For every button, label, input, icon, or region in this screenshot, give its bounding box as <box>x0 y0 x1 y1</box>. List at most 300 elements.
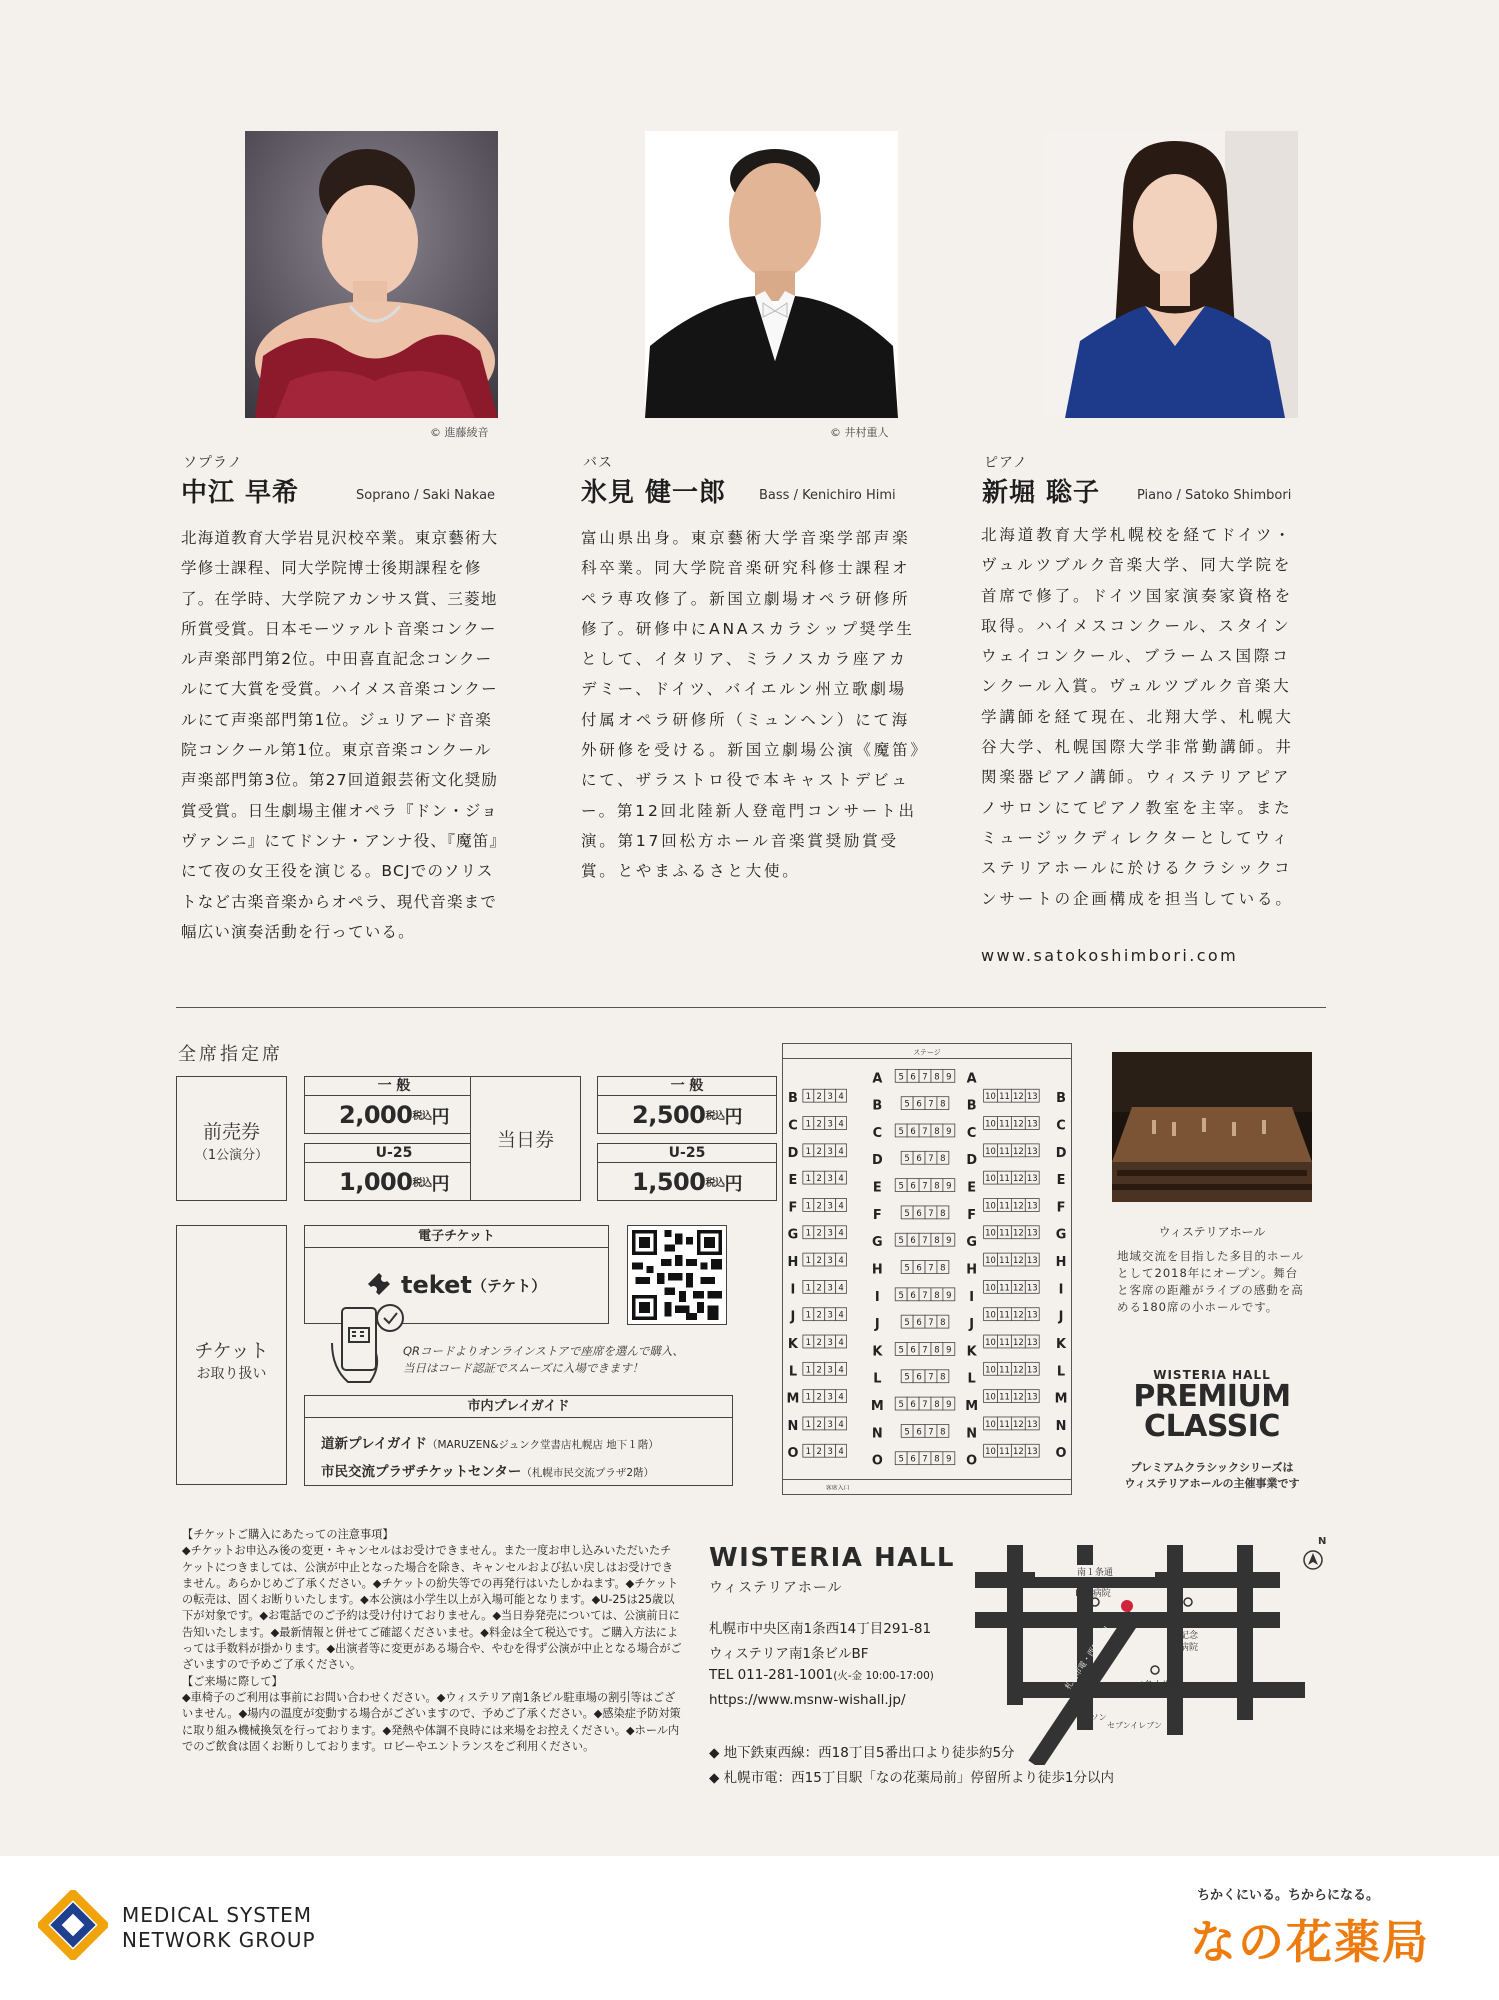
seat-number: 7 <box>922 1235 928 1246</box>
playguide-head: 市内プレイガイド <box>304 1395 733 1417</box>
seat-number: 1 <box>805 1309 812 1320</box>
row-label: B <box>872 1098 883 1114</box>
advance-sub: （1公演分） <box>194 1148 269 1163</box>
row-label: F <box>967 1207 977 1223</box>
seat-number: 10 <box>985 1091 996 1102</box>
bass-name-en: Bass / Kenichiro Himi <box>759 488 896 503</box>
seat-number: 4 <box>838 1282 844 1293</box>
seat-number: 4 <box>838 1173 844 1184</box>
seat-number: 6 <box>910 1235 916 1246</box>
seat-number: 10 <box>985 1418 996 1429</box>
seat-number: 5 <box>904 1153 910 1164</box>
map-lawson: ローソン <box>1075 1713 1107 1722</box>
seat-number: 5 <box>898 1071 904 1082</box>
seat-number: 2 <box>816 1091 822 1102</box>
msn-line-1: MEDICAL SYSTEM <box>122 1903 313 1927</box>
seat-number: 13 <box>1026 1336 1038 1347</box>
tax-label: 税込 <box>705 1111 725 1122</box>
seat-number: 6 <box>910 1071 916 1082</box>
seat-number: 5 <box>904 1207 910 1218</box>
row-label: B <box>788 1091 798 1107</box>
row-label: K <box>872 1344 883 1360</box>
row-label: F <box>788 1200 798 1216</box>
yen-unit: 円 <box>724 1107 742 1128</box>
advance-u25-head: U-25 <box>305 1144 483 1163</box>
piano-bio: 北海道教育大学札幌校を経てドイツ・ヴュルツブルク音楽大学、同大学院を首席で修了。ドイツ国家演奏家資格を取得。ハイメスコンクール、スタインウェイコンクール、ブラームス国際コンクール入賞。ヴュルツブルク音楽大学講師を経て現在、北翔大学、札幌大谷大学、札幌国際大学非常勤講師。井関楽器ピアノ講師。ウィステリアピアノサロンにてピアノ教室を主宰。またミュージックディレクターとしてウィステリアホールに於けるクラシックコンサートの企画構成を担当している。 <box>981 526 1294 908</box>
stage-label: ステージ <box>913 1048 941 1057</box>
seat-number: 10 <box>985 1391 996 1402</box>
seat-number: 4 <box>838 1200 844 1211</box>
row-label: K <box>966 1344 977 1360</box>
seat-number: 7 <box>922 1071 928 1082</box>
seat-number: 8 <box>934 1289 940 1300</box>
hall-address-2: ウィステリア南1条ビルBF <box>709 1646 869 1662</box>
row-label: E <box>788 1173 798 1189</box>
seat-number: 11 <box>999 1173 1010 1184</box>
seat-number: 6 <box>916 1153 922 1164</box>
seat-number: 10 <box>985 1364 996 1375</box>
ticket-notice <box>182 1527 682 1755</box>
seat-number: 7 <box>922 1180 928 1191</box>
seat-number: 10 <box>985 1336 996 1347</box>
bass-bio: 富山県出身。東京藝術大学音楽学部声楽科卒業。同大学院音楽研究科修士課程オペラ専攻修了。新国立劇場オペラ研修所修了。研修中にANAスカラシップ奨学生として、イタリア、ミラノスカラ座アカデミー、ドイツ、バイエルン州立歌劇場付属オペラ研修所（ミュンヘン）にて海外研修を受ける。新国立劇場公演《魔笛》にて、ザラストロ役で本キャストデビュー。第12回北陸新人登竜門コンサート出演。第17回松方ホール音楽賞奨励賞受賞。とやまふるさと大使。 <box>581 529 921 881</box>
seat-number: 4 <box>838 1145 844 1156</box>
seat-number: 1 <box>805 1336 812 1347</box>
seat-number: 7 <box>928 1153 934 1164</box>
msn-line-2: NETWORK GROUP <box>122 1928 316 1952</box>
advance-general-price: 2,000 <box>339 1101 413 1129</box>
seat-number: 9 <box>946 1125 952 1136</box>
row-label: L <box>967 1371 976 1387</box>
door-u25-price-box <box>597 1143 777 1201</box>
seat-number: 5 <box>898 1453 904 1464</box>
row-label: M <box>870 1399 884 1415</box>
seat-number: 5 <box>898 1180 904 1191</box>
seat-number: 9 <box>946 1071 952 1082</box>
hall-location-marker <box>1121 1600 1133 1612</box>
row-label: G <box>966 1235 977 1251</box>
seat-number: 3 <box>827 1227 833 1238</box>
nanohana-logo: なの花薬局 <box>1190 1915 1430 1969</box>
seat-number: 11 <box>999 1309 1010 1320</box>
seat-number: 7 <box>922 1125 928 1136</box>
seat-number: 7 <box>928 1371 934 1382</box>
seat-number: 10 <box>985 1173 996 1184</box>
eticket-head: 電子チケット <box>304 1225 609 1247</box>
smartphone-icon <box>330 1298 410 1386</box>
row-label: C <box>788 1118 798 1134</box>
seat-number: 4 <box>838 1118 844 1129</box>
seat-number: 12 <box>1012 1118 1024 1129</box>
section-divider <box>176 1007 1326 1008</box>
row-label: H <box>966 1262 978 1278</box>
seat-number: 6 <box>910 1289 916 1300</box>
seat-number: 1 <box>805 1391 812 1402</box>
seat-number: 4 <box>838 1418 844 1429</box>
seat-number: 8 <box>940 1262 946 1273</box>
seat-number: 12 <box>1012 1091 1024 1102</box>
row-label: L <box>1056 1364 1066 1380</box>
premium-big1: PREMIUM <box>1133 1379 1291 1414</box>
seat-number: 9 <box>946 1289 952 1300</box>
seat-number: 10 <box>985 1282 996 1293</box>
seat-number: 3 <box>827 1118 833 1129</box>
seat-number: 5 <box>898 1344 904 1355</box>
seat-number: 1 <box>805 1118 812 1129</box>
seat-number: 4 <box>838 1391 844 1402</box>
row-label: M <box>965 1399 979 1415</box>
seat-number: 12 <box>1012 1364 1024 1375</box>
map-north-label: N <box>1318 1536 1327 1547</box>
seat-number: 7 <box>922 1453 928 1464</box>
seat-number: 4 <box>838 1255 844 1266</box>
door-u25-price: 1,500 <box>632 1168 706 1196</box>
seat-number: 5 <box>904 1098 910 1109</box>
piano-name-en: Piano / Satoko Shimbori <box>1137 488 1292 503</box>
row-label: N <box>1055 1418 1067 1434</box>
seat-number: 6 <box>916 1262 922 1273</box>
seat-number: 13 <box>1026 1446 1038 1457</box>
seat-number: 12 <box>1012 1418 1024 1429</box>
seat-number: 7 <box>928 1262 934 1273</box>
seat-number: 1 <box>805 1227 812 1238</box>
footer-tagline: ちかくにいる。ちからになる。 <box>1197 1888 1380 1903</box>
premium-note-2: ウィステリアホールの主催事業です <box>1124 1477 1300 1490</box>
seat-number: 13 <box>1026 1145 1038 1156</box>
seat-number: 3 <box>827 1282 833 1293</box>
seat-number: 8 <box>940 1371 946 1382</box>
row-label: O <box>1055 1446 1067 1462</box>
seat-number: 10 <box>985 1255 996 1266</box>
seat-number: 6 <box>910 1399 916 1410</box>
seat-number: 12 <box>1012 1391 1024 1402</box>
seat-number: 8 <box>940 1153 946 1164</box>
seat-number: 13 <box>1026 1364 1038 1375</box>
seat-number: 2 <box>816 1118 822 1129</box>
hall-name: WISTERIA HALL <box>709 1543 955 1573</box>
seat-number: 2 <box>816 1282 822 1293</box>
seat-number: 10 <box>985 1227 996 1238</box>
seat-number: 6 <box>916 1371 922 1382</box>
map-nakamura-3: 病院 <box>1179 1643 1199 1653</box>
seat-number: 3 <box>827 1446 833 1457</box>
seat-number: 11 <box>999 1364 1010 1375</box>
row-label: A <box>966 1071 977 1087</box>
seat-number: 12 <box>1012 1282 1024 1293</box>
seat-number: 3 <box>827 1145 833 1156</box>
seat-number: 8 <box>934 1399 940 1410</box>
seat-number: 11 <box>999 1446 1010 1457</box>
seat-number: 13 <box>1026 1227 1038 1238</box>
seat-number: 6 <box>910 1125 916 1136</box>
seat-number: 8 <box>940 1098 946 1109</box>
row-label: I <box>969 1289 975 1305</box>
row-label: J <box>1058 1309 1064 1325</box>
bass-role: バス <box>583 455 613 471</box>
row-label: K <box>1056 1336 1067 1352</box>
advance-u25-price: 1,000 <box>339 1168 413 1196</box>
seat-number: 3 <box>827 1173 833 1184</box>
row-label: E <box>872 1180 882 1196</box>
bass-photo <box>645 131 898 418</box>
seat-number: 4 <box>838 1091 844 1102</box>
seat-number: 3 <box>827 1255 833 1266</box>
seat-number: 3 <box>827 1336 833 1347</box>
soprano-name-en: Soprano / Saki Nakae <box>356 488 496 503</box>
seat-number: 7 <box>922 1344 928 1355</box>
piano-website-link[interactable]: www.satokoshimbori.com <box>981 946 1239 965</box>
piano-name: 新堀 聡子 <box>982 478 1101 508</box>
seat-number: 8 <box>934 1344 940 1355</box>
teket-kana: （テケト） <box>471 1276 547 1295</box>
hall-photo-desc: 地域交流を目指した多目的ホールとして2018年にオープン。舞台と客席の距離がライブの感動を高める180席の小ホールです。 <box>1117 1249 1305 1314</box>
map-tram-label: 札幌市電・西15丁目 <box>1063 1624 1113 1692</box>
playguide-2: 市民交流プラザチケットセンター <box>321 1464 522 1480</box>
row-label: J <box>874 1317 880 1333</box>
row-label: N <box>966 1426 978 1442</box>
seat-number: 12 <box>1012 1200 1024 1211</box>
seat-number: 13 <box>1026 1282 1038 1293</box>
row-label: O <box>966 1453 978 1469</box>
row-label: G <box>872 1235 883 1251</box>
seat-number: 8 <box>934 1235 940 1246</box>
seat-number: 3 <box>827 1418 833 1429</box>
seat-number: 1 <box>805 1446 812 1457</box>
door-u25-head: U-25 <box>598 1144 776 1163</box>
access-tram: ◆ 札幌市電：西15丁目駅「なの花薬局前」停留所より徒歩1分以内 <box>709 1770 1114 1786</box>
row-label: H <box>871 1262 883 1278</box>
seat-number: 2 <box>816 1227 822 1238</box>
seat-number: 1 <box>805 1255 812 1266</box>
seat-number: 12 <box>1012 1145 1024 1156</box>
playguide-2-note: （札幌市民交流プラザ2階） <box>521 1467 655 1479</box>
map-school: 二条小学校 <box>1135 1681 1181 1691</box>
seat-number: 1 <box>805 1091 812 1102</box>
map-ntt: NTT病院 <box>1075 1589 1111 1599</box>
seat-number: 12 <box>1012 1309 1024 1320</box>
seat-number: 8 <box>940 1207 946 1218</box>
seat-number: 7 <box>922 1399 928 1410</box>
door-label: 当日券 <box>496 1129 554 1151</box>
seat-number: 5 <box>904 1317 910 1328</box>
seat-number: 2 <box>816 1336 822 1347</box>
seat-number: 4 <box>838 1227 844 1238</box>
footer <box>0 1856 1499 2000</box>
seat-number: 7 <box>928 1098 934 1109</box>
seat-number: 4 <box>838 1309 844 1320</box>
seat-number: 3 <box>827 1200 833 1211</box>
seat-number: 3 <box>827 1364 833 1375</box>
seat-number: 11 <box>999 1418 1010 1429</box>
hall-address-1: 札幌市中央区南1条西14丁目291-81 <box>709 1621 932 1637</box>
hall-photo-caption: ウィステリアホール <box>1158 1225 1266 1239</box>
teket-brand: teket <box>401 1271 472 1299</box>
hall-tel-hours: (火-金 10:00-17:00) <box>833 1670 934 1682</box>
seat-number: 6 <box>916 1207 922 1218</box>
seat-number: 9 <box>946 1344 952 1355</box>
row-label: A <box>872 1071 883 1087</box>
seat-number: 2 <box>816 1200 822 1211</box>
seating-title: 全席指定席 <box>178 1044 283 1065</box>
seat-number: 11 <box>999 1200 1010 1211</box>
access-map-svg <box>975 1530 1330 1765</box>
row-label: O <box>871 1453 883 1469</box>
hall-name-jp: ウィステリアホール <box>709 1580 843 1596</box>
seat-number: 2 <box>816 1145 822 1156</box>
tax-label: 税込 <box>412 1178 432 1189</box>
advance-label: 前売券 <box>202 1121 260 1143</box>
seat-number: 3 <box>827 1391 833 1402</box>
seat-number: 1 <box>805 1418 812 1429</box>
seat-number: 13 <box>1026 1200 1038 1211</box>
row-label: H <box>787 1255 799 1271</box>
ticket-icon <box>365 1270 395 1300</box>
handling-label-box <box>176 1225 287 1485</box>
qr-code[interactable] <box>627 1225 727 1325</box>
soprano-photo-credit: © 進藤綾音 <box>430 426 489 439</box>
seat-number: 5 <box>904 1426 910 1437</box>
seat-number: 11 <box>999 1282 1010 1293</box>
seat-number: 9 <box>946 1453 952 1464</box>
access-map <box>975 1530 1330 1765</box>
row-label: I <box>790 1282 796 1298</box>
tax-label: 税込 <box>705 1178 725 1189</box>
seat-number: 9 <box>946 1399 952 1410</box>
notice-head-1: 【チケットご購入にあたっての注意事項】 <box>182 1528 394 1541</box>
hall-photo <box>1112 1052 1312 1202</box>
seat-number: 6 <box>910 1453 916 1464</box>
seat-number: 1 <box>805 1200 812 1211</box>
piano-role: ピアノ <box>984 455 1028 471</box>
seat-number: 2 <box>816 1173 822 1184</box>
row-label: O <box>787 1446 799 1462</box>
msn-logo-icon <box>38 1890 108 1960</box>
seat-number: 11 <box>999 1391 1010 1402</box>
hall-tel[interactable]: TEL 011-281-1001 <box>709 1667 834 1683</box>
seat-number: 9 <box>946 1180 952 1191</box>
seat-number: 6 <box>916 1098 922 1109</box>
row-label: M <box>1054 1391 1068 1407</box>
seat-number: 8 <box>940 1426 946 1437</box>
seat-number: 7 <box>928 1317 934 1328</box>
seat-number: 4 <box>838 1364 844 1375</box>
door-general-head: 一 般 <box>598 1077 776 1096</box>
seat-number: 13 <box>1026 1173 1038 1184</box>
seat-number: 11 <box>999 1091 1010 1102</box>
notice-body-1: ◆チケットお申込み後の変更・キャンセルはお受けできません。また一度お申し込みいただいたチケットにつきましては、公演が中止となった場合を除き、キャンセルおよび払い戻しはお受けできません。あらかじめご了承ください。◆チケットの紛失等での再発行はいたしかねます。◆チケットの転売は、固くお断りいたします。◆本公演は小学生以上が入場可能となります。◆U-25は25歳以下が対象です。◆お電話でのご予約は受け付けておりません。◆当日券発売については、公演前日に告知いたします。◆最新情報と併せてご確認くださいませ。◆料金は全て税込です。ご購入方法によっては手数料が掛かります。◆出演者等に変更がある場合や、やむを得ず公演が中止となる場合がございますので予めご了承ください。 <box>182 1544 682 1672</box>
seat-number: 2 <box>816 1391 822 1402</box>
row-label: I <box>1058 1282 1064 1298</box>
piano-photo <box>1045 131 1298 418</box>
seat-number: 7 <box>922 1289 928 1300</box>
soprano-photo <box>245 131 498 418</box>
seat-number: 10 <box>985 1446 996 1457</box>
seat-number: 11 <box>999 1255 1010 1266</box>
seat-number: 8 <box>934 1071 940 1082</box>
door-general-price-box <box>597 1076 777 1134</box>
notice-head-2: 【ご来場に際して】 <box>182 1674 283 1688</box>
map-street: 南１条通 <box>1076 1568 1114 1578</box>
seat-number: 7 <box>928 1426 934 1437</box>
row-label: J <box>969 1317 975 1333</box>
premium-small: WISTERIA HALL <box>1153 1368 1271 1382</box>
soprano-bio: 北海道教育大学岩見沢校卒業。東京藝術大学修士課程、同大学院博士後期課程を修了。在学時、大学院アカンサス賞、三菱地所賞受賞。日本モーツァルト音楽コンクール声楽部門第2位。中田喜直記念コンクールにて大賞を受賞。ハイメス音楽コンクールにて声楽部門第1位。ジュリアード音楽院コンクール第1位。東京音楽コンクール声楽部門第3位。第27回道銀芸術文化奨励賞受賞。日生劇場主催オペラ『ドン・ジョヴァンニ』にてドンナ・アンナ役、『魔笛』にて夜の女王役を演じる。BCJでのソリストなど古楽音楽からオペラ、現代音楽まで幅広い演奏活動を行っている。 <box>181 529 507 941</box>
seat-number: 12 <box>1012 1227 1024 1238</box>
row-label: G <box>787 1227 799 1243</box>
qr-code-icon <box>632 1230 722 1320</box>
bass-photo-credit: © 井村重人 <box>830 426 889 439</box>
playguide-box <box>304 1417 733 1486</box>
row-label: C <box>1056 1118 1066 1134</box>
seat-number: 11 <box>999 1336 1010 1347</box>
soprano-name: 中江 早希 <box>181 478 300 508</box>
handling-sub: お取り扱い <box>196 1366 267 1382</box>
seat-number: 11 <box>999 1118 1010 1129</box>
seat-number: 13 <box>1026 1309 1038 1320</box>
seat-number: 13 <box>1026 1118 1038 1129</box>
seat-number: 6 <box>916 1426 922 1437</box>
seat-number: 10 <box>985 1309 996 1320</box>
seat-number: 2 <box>816 1255 822 1266</box>
map-seven: セブンイレブン <box>1107 1721 1162 1730</box>
yen-unit: 円 <box>431 1107 449 1128</box>
row-label: C <box>872 1125 883 1141</box>
map-nakamura-1: 中村 <box>1179 1619 1199 1629</box>
row-label: J <box>790 1309 796 1325</box>
premium-big2: CLASSIC <box>1144 1409 1280 1444</box>
seat-number: 2 <box>816 1364 822 1375</box>
seat-number: 11 <box>999 1145 1010 1156</box>
yen-unit: 円 <box>431 1174 449 1195</box>
seat-number: 2 <box>816 1309 822 1320</box>
row-label: L <box>788 1364 798 1380</box>
seat-number: 1 <box>805 1364 812 1375</box>
seat-number: 12 <box>1012 1446 1024 1457</box>
seat-number: 1 <box>805 1173 812 1184</box>
seat-number: 2 <box>816 1418 822 1429</box>
row-label: I <box>874 1289 880 1305</box>
row-label: D <box>966 1153 978 1169</box>
row-label: E <box>1056 1173 1066 1189</box>
seat-number: 5 <box>904 1371 910 1382</box>
seat-number: 5 <box>904 1262 910 1273</box>
seat-number: 9 <box>946 1235 952 1246</box>
playguide-1-note: （MARUZEN&ジュンク堂書店札幌店 地下１階） <box>426 1439 659 1451</box>
row-label: H <box>1055 1255 1067 1271</box>
row-label: E <box>967 1180 977 1196</box>
hall-url-link[interactable]: https://www.msnw-wishall.jp/ <box>709 1692 906 1708</box>
qr-note-2: 当日はコード認証でスムーズに入場できます！ <box>403 1361 644 1375</box>
seat-number: 12 <box>1012 1255 1024 1266</box>
handling-label: チケット <box>194 1340 269 1362</box>
seat-number: 5 <box>898 1399 904 1410</box>
seat-number: 12 <box>1012 1173 1024 1184</box>
seat-number: 13 <box>1026 1091 1038 1102</box>
yen-unit: 円 <box>724 1174 742 1195</box>
qr-note-1: QRコードよりオンラインストアで座席を選んで購入、 <box>403 1344 684 1358</box>
row-label: N <box>787 1418 799 1434</box>
row-label: B <box>966 1098 977 1114</box>
bass-name: 氷見 健一郎 <box>581 478 727 508</box>
seat-number: 10 <box>985 1200 996 1211</box>
row-label: M <box>786 1391 800 1407</box>
row-label: B <box>1056 1091 1066 1107</box>
row-label: G <box>1055 1227 1067 1243</box>
access-subway: ◆ 地下鉄東西線：西18丁目5番出口より徒歩約5分 <box>709 1745 1015 1761</box>
row-label: D <box>1055 1145 1067 1161</box>
seat-number: 8 <box>934 1180 940 1191</box>
entrance-label: 客席入口 <box>825 1484 850 1492</box>
